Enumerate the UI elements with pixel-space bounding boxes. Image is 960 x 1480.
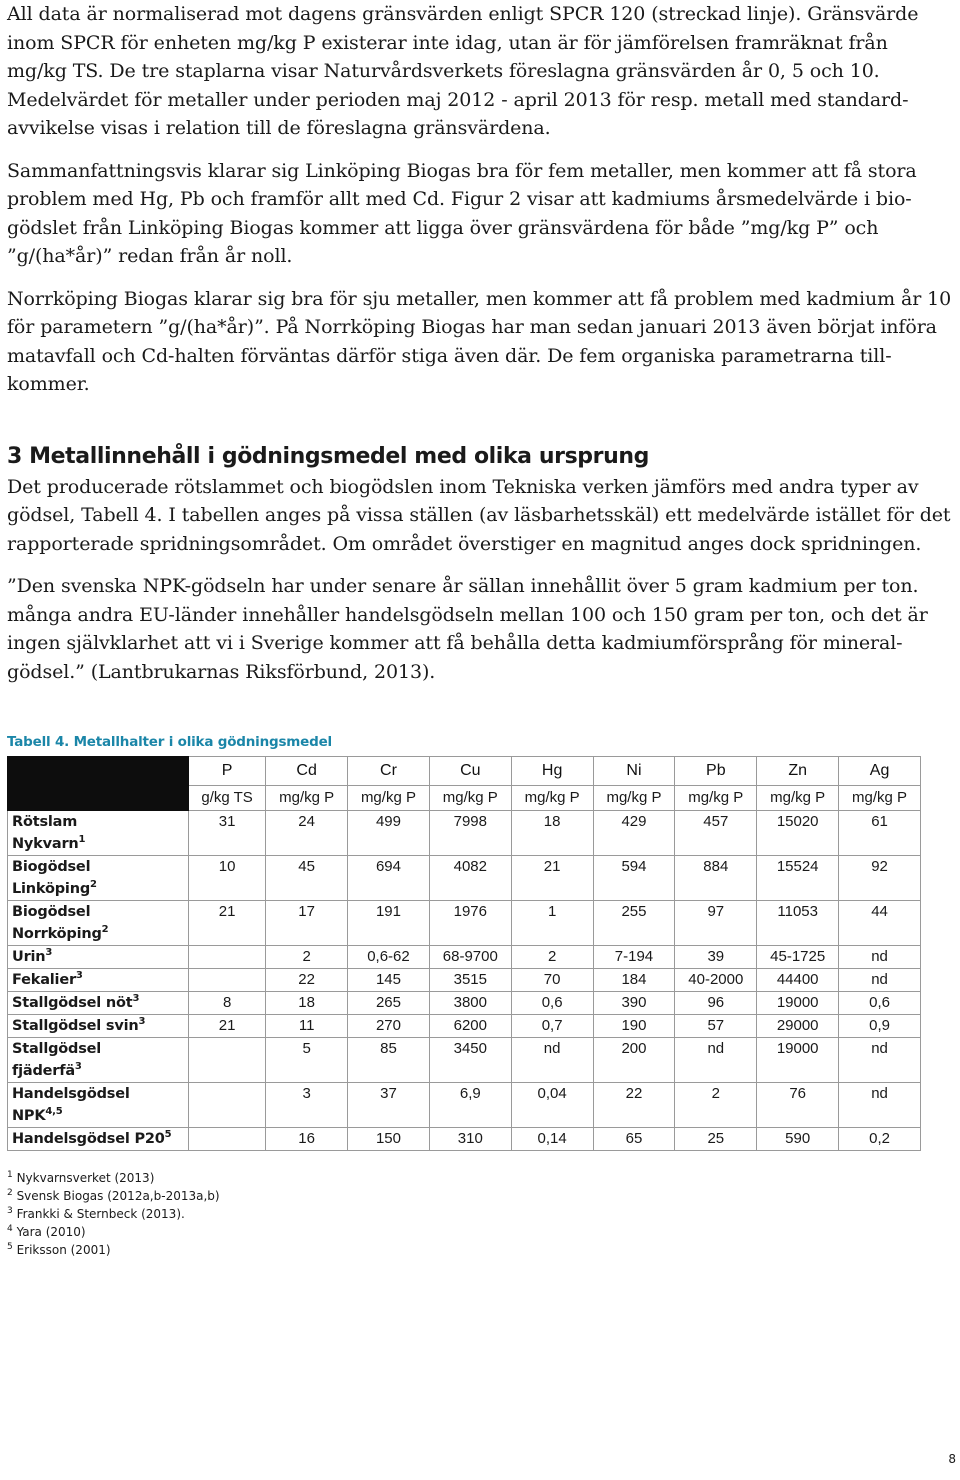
value-cell: 429 xyxy=(593,811,675,856)
unit-cell: mg/kg P xyxy=(839,786,921,811)
row-label-line1: Stallgödsel xyxy=(12,1041,102,1057)
value-cell: 57 xyxy=(675,1015,757,1038)
value-cell: nd xyxy=(839,1083,921,1128)
value-cell: 0,6-62 xyxy=(348,946,430,969)
table-row xyxy=(8,1083,921,1128)
value-cell: 85 xyxy=(348,1038,430,1083)
value-cell: 457 xyxy=(675,811,757,856)
value-cell: 18 xyxy=(511,811,593,856)
paragraph-linkoping-summary: Sammanfattningsvis klarar sig Linköping Biogas bra för fem metaller, men kommer att få stora problem med Hg, Pb och framför allt med Cd. Figur 2 visar att kadmiums årsmedelvärde i bio-gödslet från Linköping Biogas kommer att ligga över gränsvärdena för både ”mg/kg P” och ”g/(ha*år)” redan från år noll. xyxy=(7,159,917,267)
value-cell: 0,7 xyxy=(511,1015,593,1038)
value-cell: 255 xyxy=(593,901,675,946)
table-caption-prefix: Tabell 4. xyxy=(7,734,70,750)
value-cell xyxy=(189,1083,266,1128)
value-cell: 6200 xyxy=(429,1015,511,1038)
footnote-ref: 3 xyxy=(132,993,140,1004)
row-label-line2: Norrköping xyxy=(12,926,102,942)
row-label xyxy=(8,946,189,969)
value-cell: 190 xyxy=(593,1015,675,1038)
unit-corner xyxy=(8,786,189,811)
value-cell: 184 xyxy=(593,969,675,992)
value-cell: 590 xyxy=(757,1128,839,1151)
row-label-line1: Stallgödsel svin xyxy=(12,1018,139,1034)
row-label xyxy=(8,969,189,992)
footnote-number: 1 xyxy=(7,1170,13,1180)
value-cell: 390 xyxy=(593,992,675,1015)
value-cell: 7998 xyxy=(429,811,511,856)
value-cell: 15020 xyxy=(757,811,839,856)
row-label-line1: Biogödsel xyxy=(12,904,91,920)
footnote-text: Nykvarnsverket (2013) xyxy=(16,1171,155,1185)
table-row xyxy=(8,946,921,969)
footnote-ref: 5 xyxy=(164,1129,172,1140)
row-label xyxy=(8,856,189,901)
value-cell: 40-2000 xyxy=(675,969,757,992)
row-label-line1: Handelsgödsel P20 xyxy=(12,1131,165,1147)
header-corner xyxy=(8,757,189,786)
value-cell: 45-1725 xyxy=(757,946,839,969)
value-cell: 8 xyxy=(189,992,266,1015)
row-label-line1: Stallgödsel nöt xyxy=(12,995,133,1011)
value-cell: 16 xyxy=(266,1128,348,1151)
value-cell: 884 xyxy=(675,856,757,901)
value-cell: 22 xyxy=(266,969,348,992)
table-row xyxy=(8,1038,921,1083)
value-cell: 45 xyxy=(266,856,348,901)
value-cell: nd xyxy=(839,1038,921,1083)
footnote-item xyxy=(7,1187,953,1205)
value-cell: 3800 xyxy=(429,992,511,1015)
footnote-text: Yara (2010) xyxy=(16,1225,86,1239)
value-cell: 6,9 xyxy=(429,1083,511,1128)
value-cell: 3 xyxy=(266,1083,348,1128)
value-cell: 150 xyxy=(348,1128,430,1151)
table-row xyxy=(8,969,921,992)
paragraph-norrkoping-summary: Norrköping Biogas klarar sig bra för sju metaller, men kommer att få problem med kadmium år 10 för parametern ”g/(ha*år)”. På Norrköping Biogas har man sedan januari 2013 även börjat införa matavfall och Cd-halten förväntas därför stiga även där. De fem organiska parametrarna till-kommer. xyxy=(7,287,952,395)
unit-cell: mg/kg P xyxy=(757,786,839,811)
section-heading: 3 Metallinnehåll i gödningsmedel med olika ursprung xyxy=(7,443,649,469)
footnote-text: Svensk Biogas (2012a,b-2013a,b) xyxy=(16,1189,220,1203)
row-label xyxy=(8,1083,189,1128)
row-label-line2: Nykvarn xyxy=(12,836,79,852)
value-cell: 694 xyxy=(348,856,430,901)
value-cell xyxy=(189,946,266,969)
footnote-ref: 3 xyxy=(75,970,83,981)
value-cell: 37 xyxy=(348,1083,430,1128)
table-caption-title: Metallhalter i olika gödningsmedel xyxy=(73,734,332,750)
footnote-ref: 1 xyxy=(78,834,86,845)
value-cell: 7-194 xyxy=(593,946,675,969)
row-label-line1: Biogödsel xyxy=(12,859,91,875)
value-cell: 0,9 xyxy=(839,1015,921,1038)
paragraph-normalization: All data är normaliserad mot dagens gränsvärden enligt SPCR 120 (streckad linje). Gränsvärde inom SPCR för enheten mg/kg P existerar inte idag, utan är för jämförelsen framräknat från mg/kg TS. De tre staplarna visar Naturvårdsverkets föreslagna gränsvärden år 0, 5 och 10. Medelvärdet för metaller under perioden maj 2012 - april 2013 för resp. metall med standard-avvikelse visas i relation till de föreslagna gränsvärdena. xyxy=(7,3,919,139)
value-cell: 0,6 xyxy=(839,992,921,1015)
footnote-ref: 2 xyxy=(101,924,109,935)
value-cell: 92 xyxy=(839,856,921,901)
row-label xyxy=(8,992,189,1015)
row-label xyxy=(8,1128,189,1151)
row-label-line1: Rötslam xyxy=(12,814,78,830)
footnote-number: 4 xyxy=(7,1224,13,1234)
unit-cell: mg/kg P xyxy=(348,786,430,811)
value-cell: 21 xyxy=(189,901,266,946)
unit-cell: g/kg TS xyxy=(189,786,266,811)
value-cell: 22 xyxy=(593,1083,675,1128)
footnote-text: Frankki & Sternbeck (2013). xyxy=(16,1207,185,1221)
page-number: 8 xyxy=(948,1452,956,1466)
footnote-text: Eriksson (2001) xyxy=(16,1243,111,1257)
footnote-number: 5 xyxy=(7,1242,13,1252)
row-label-line1: Fekalier xyxy=(12,972,76,988)
column-header: Ni xyxy=(593,757,675,786)
unit-cell: mg/kg P xyxy=(675,786,757,811)
value-cell: 2 xyxy=(511,946,593,969)
value-cell: 76 xyxy=(757,1083,839,1128)
table-unit-row xyxy=(8,786,921,811)
row-label-line2: fjäderfä xyxy=(12,1063,75,1079)
value-cell: 0,2 xyxy=(839,1128,921,1151)
column-header: Cr xyxy=(348,757,430,786)
column-header: Zn xyxy=(757,757,839,786)
footnote-ref: 3 xyxy=(45,947,53,958)
table-row xyxy=(8,856,921,901)
value-cell: 97 xyxy=(675,901,757,946)
metal-content-table xyxy=(7,756,921,1151)
paragraph-comparison: Det producerade rötslammet och biogödslen inom Tekniska verken jämförs med andra typer av gödsel, Tabell 4. I tabellen anges på vissa ställen (av läsbarhetsskäl) ett medelvärde istället för det rapporterade spridningsområdet. Om området överstiger en magnitud anges dock spridningen. xyxy=(7,475,951,555)
value-cell: nd xyxy=(839,946,921,969)
value-cell xyxy=(189,969,266,992)
row-label xyxy=(8,1015,189,1038)
value-cell: 21 xyxy=(189,1015,266,1038)
footnote-item xyxy=(7,1223,953,1241)
row-label xyxy=(8,811,189,856)
row-label xyxy=(8,1038,189,1083)
footnote-ref: 4,5 xyxy=(45,1106,63,1117)
footnote-ref: 3 xyxy=(74,1061,82,1072)
table-row xyxy=(8,992,921,1015)
value-cell: 19000 xyxy=(757,1038,839,1083)
value-cell: 21 xyxy=(511,856,593,901)
table-caption xyxy=(7,734,953,750)
footnote-item xyxy=(7,1205,953,1223)
value-cell: 145 xyxy=(348,969,430,992)
value-cell: 24 xyxy=(266,811,348,856)
document-page xyxy=(7,0,953,1259)
value-cell: 1 xyxy=(511,901,593,946)
value-cell: 0,14 xyxy=(511,1128,593,1151)
table-row xyxy=(8,811,921,856)
footnote-item xyxy=(7,1169,953,1187)
value-cell: 265 xyxy=(348,992,430,1015)
column-header: Pb xyxy=(675,757,757,786)
value-cell: 10 xyxy=(189,856,266,901)
value-cell: 11 xyxy=(266,1015,348,1038)
value-cell: 2 xyxy=(675,1083,757,1128)
column-header: Cd xyxy=(266,757,348,786)
value-cell: nd xyxy=(839,969,921,992)
table-row xyxy=(8,1128,921,1151)
value-cell: 3450 xyxy=(429,1038,511,1083)
value-cell: 70 xyxy=(511,969,593,992)
value-cell: 68-9700 xyxy=(429,946,511,969)
value-cell: 11053 xyxy=(757,901,839,946)
value-cell: 39 xyxy=(675,946,757,969)
value-cell: 270 xyxy=(348,1015,430,1038)
value-cell: 191 xyxy=(348,901,430,946)
value-cell xyxy=(189,1038,266,1083)
value-cell: 200 xyxy=(593,1038,675,1083)
value-cell: 18 xyxy=(266,992,348,1015)
row-label-line2: Linköping xyxy=(12,881,90,897)
value-cell: 29000 xyxy=(757,1015,839,1038)
table-row xyxy=(8,901,921,946)
value-cell: 4082 xyxy=(429,856,511,901)
value-cell: 594 xyxy=(593,856,675,901)
value-cell: 2 xyxy=(266,946,348,969)
value-cell: 96 xyxy=(675,992,757,1015)
value-cell: 1976 xyxy=(429,901,511,946)
value-cell: 3515 xyxy=(429,969,511,992)
value-cell: 5 xyxy=(266,1038,348,1083)
unit-cell: mg/kg P xyxy=(593,786,675,811)
value-cell: 61 xyxy=(839,811,921,856)
unit-cell: mg/kg P xyxy=(429,786,511,811)
value-cell: 19000 xyxy=(757,992,839,1015)
value-cell: 499 xyxy=(348,811,430,856)
value-cell: nd xyxy=(675,1038,757,1083)
footnote-ref: 3 xyxy=(138,1016,146,1027)
column-header: Ag xyxy=(839,757,921,786)
value-cell: 44 xyxy=(839,901,921,946)
unit-cell: mg/kg P xyxy=(266,786,348,811)
row-label-line1: Handelsgödsel xyxy=(12,1086,130,1102)
footnote-number: 3 xyxy=(7,1206,13,1216)
row-label-line2: NPK xyxy=(12,1108,46,1124)
value-cell: 65 xyxy=(593,1128,675,1151)
row-label xyxy=(8,901,189,946)
value-cell: 0,6 xyxy=(511,992,593,1015)
unit-cell: mg/kg P xyxy=(511,786,593,811)
value-cell: 0,04 xyxy=(511,1083,593,1128)
value-cell xyxy=(189,1128,266,1151)
value-cell: 310 xyxy=(429,1128,511,1151)
footnote-ref: 2 xyxy=(90,879,97,890)
table-row xyxy=(8,1015,921,1038)
value-cell: 31 xyxy=(189,811,266,856)
paragraph-quote: ”Den svenska NPK-gödseln har under senare år sällan innehållit över 5 gram kadmium per ton. många andra EU-länder innehåller handelsgödseln mellan 100 och 150 gram per ton, och det är ingen självklarhet att vi i Sverige kommer att få behålla detta kadmiumförsprång för mineral-gödsel.” (Lantbrukarnas Riksförbund, 2013). xyxy=(7,575,928,683)
value-cell: nd xyxy=(511,1038,593,1083)
footnotes xyxy=(7,1169,953,1259)
value-cell: 25 xyxy=(675,1128,757,1151)
value-cell: 44400 xyxy=(757,969,839,992)
column-header: P xyxy=(189,757,266,786)
column-header: Hg xyxy=(511,757,593,786)
footnote-number: 2 xyxy=(7,1188,13,1198)
value-cell: 17 xyxy=(266,901,348,946)
footnote-item xyxy=(7,1241,953,1259)
row-label-line1: Urin xyxy=(12,949,46,965)
table-header-row xyxy=(8,757,921,786)
value-cell: 15524 xyxy=(757,856,839,901)
column-header: Cu xyxy=(429,757,511,786)
